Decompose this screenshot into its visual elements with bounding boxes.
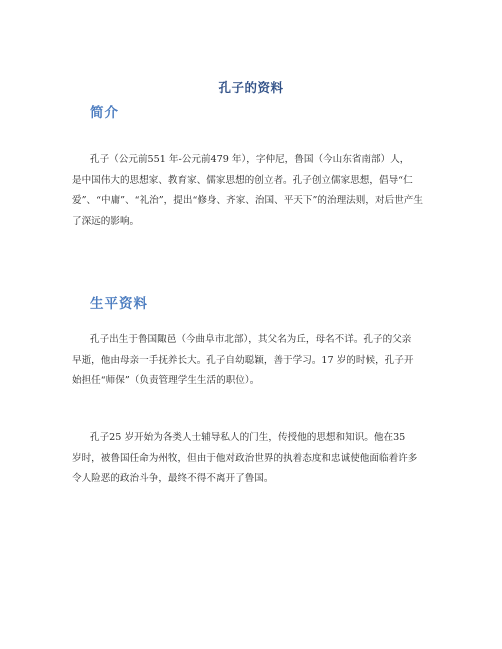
section-heading-intro: 简介 — [90, 105, 119, 121]
paragraph-line: 孔子（公元前551 年-公元前479 年），字仲尼，鲁国（今山东省南部）人， — [90, 154, 410, 165]
paragraph-line: 是中国伟大的思想家、教育家、儒家思想的创立者。孔子创立儒家思想，倡导“仁 — [72, 174, 413, 186]
document-title: 孔子的资料 — [218, 80, 284, 95]
biography-paragraph-2 — [72, 428, 420, 490]
paragraph-line: 爱”、“中庸”、“礼治”，提出“修身、齐家、治国、平天下”的治理法则，对后世产生 — [72, 195, 423, 206]
paragraph-line: 早逝，他由母亲一手抚养长大。孔子自幼聪颖，善于学习。17 岁的时候，孔子开 — [72, 354, 414, 366]
paragraph-line: 了深远的影响。 — [72, 215, 140, 227]
paragraph-line: 孔子25 岁开始为各类人士辅导私人的门生，传授他的思想和知识。他在35 — [90, 432, 406, 443]
section-heading-biography: 生平资料 — [90, 296, 148, 312]
paragraph-line: 始担任“师保”（负责管理学生生活的职位）。 — [72, 375, 260, 386]
paragraph-line: 岁时，被鲁国任命为州牧，但由于他对政治世界的执着态度和忠诚使他面临着许多 — [72, 452, 418, 464]
paragraph-line: 令人险恶的政治斗争，最终不得不离开了鲁国。 — [72, 473, 274, 484]
paragraph-line: 孔子出生于鲁国陬邑（今曲阜市北部），其父名为丘，母名不详。孔子的父亲 — [90, 334, 412, 345]
intro-paragraph — [72, 150, 423, 232]
biography-paragraph-1 — [72, 330, 420, 392]
